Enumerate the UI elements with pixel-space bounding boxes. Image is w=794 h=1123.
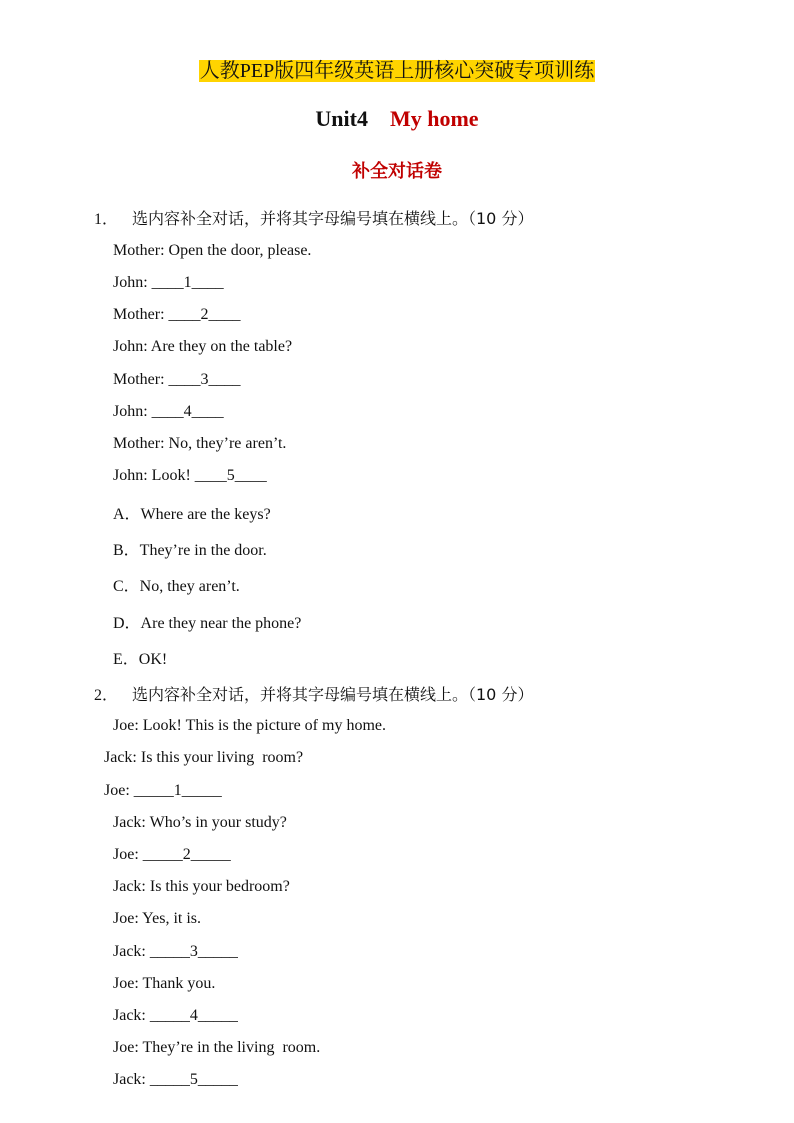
dialogue-line: Mother: ____3____: [113, 371, 241, 388]
dialogue-line: Joe: _____1_____: [104, 782, 222, 799]
unit-title: [0, 106, 794, 132]
question-1-instruction: 选内容补全对话，并将其字母编号填在横线上。（10 分）: [132, 209, 534, 228]
question-1-number: 1．: [94, 211, 119, 228]
dialogue-line: Jack: _____5_____: [113, 1071, 238, 1088]
dialogue-line: Joe: Look! This is the picture of my home.: [113, 717, 386, 734]
dialogue-line: Jack: Is this your bedroom?: [113, 878, 290, 895]
answer-option: C．No, they aren’t.: [113, 578, 240, 595]
dialogue-line: Jack: Who’s in your study?: [113, 814, 287, 831]
question-1-heading: [94, 206, 533, 229]
question-2-heading: [94, 682, 533, 705]
dialogue-line: Jack: _____3_____: [113, 943, 238, 960]
dialogue-line: Jack: _____4_____: [113, 1007, 238, 1024]
question-2-instruction: 选内容补全对话，并将其字母编号填在横线上。（10 分）: [132, 685, 534, 704]
dialogue-line: John: Are they on the table?: [113, 338, 293, 355]
answer-option: D．Are they near the phone?: [113, 615, 302, 632]
dialogue-line: John: ____4____: [113, 403, 224, 420]
question-2-number: 2．: [94, 687, 119, 704]
unit-name: My home: [389, 106, 479, 131]
dialogue-line: Mother: No, they’re aren’t.: [113, 435, 287, 452]
section-subtitle: 补全对话卷: [352, 161, 442, 182]
dialogue-line: Mother: Open the door, please.: [113, 242, 312, 259]
banner-title: [0, 53, 794, 89]
dialogue-line: John: Look! ____5____: [113, 467, 267, 484]
dialogue-line: Joe: They’re in the living room.: [113, 1039, 321, 1056]
dialogue-line: Jack: Is this your living room?: [104, 749, 304, 766]
answer-option: E．OK!: [113, 651, 168, 668]
dialogue-line: John: ____1____: [113, 274, 224, 291]
dialogue-line: Joe: Yes, it is.: [113, 910, 202, 927]
banner-text: 人教PEP版四年级英语上册核心突破专项训练: [199, 60, 595, 82]
unit-number: Unit4: [315, 106, 368, 131]
dialogue-line: Joe: _____2_____: [113, 846, 231, 863]
dialogue-line: Mother: ____2____: [113, 306, 241, 323]
dialogue-line: Joe: Thank you.: [113, 975, 216, 992]
answer-option: A．Where are the keys?: [113, 506, 271, 523]
answer-option: B．They’re in the door.: [113, 542, 267, 559]
